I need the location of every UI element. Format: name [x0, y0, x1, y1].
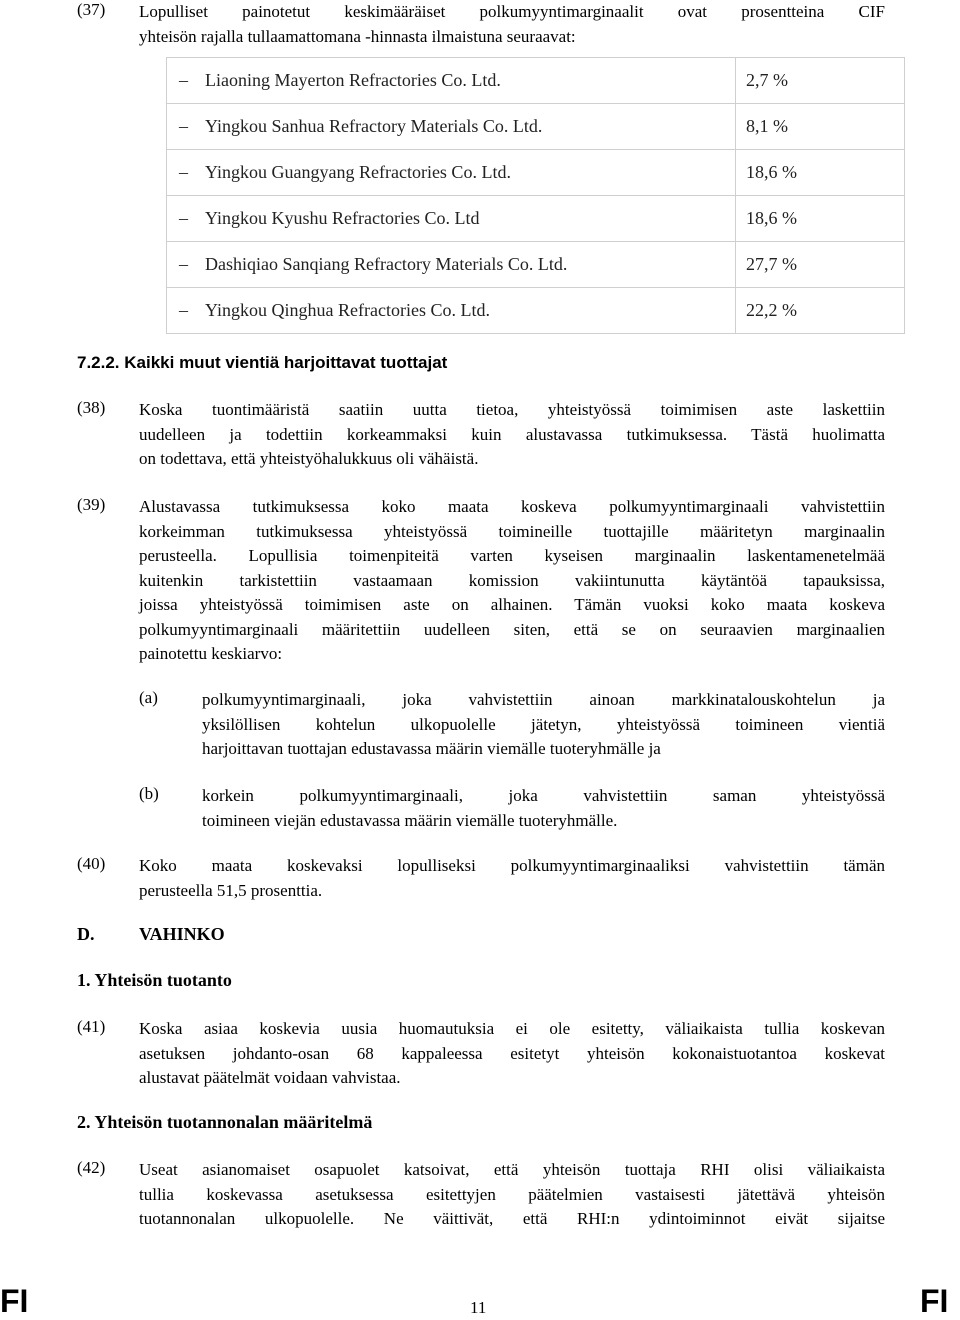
- table-row: [167, 58, 905, 104]
- footer-language-left: FI: [0, 1283, 29, 1319]
- company-cell: – Dashiqiao Sanqiang Refractory Materials Co. Ltd.: [167, 242, 736, 288]
- paragraph-37: [139, 0, 885, 49]
- section-heading: 7.2.2. Kaikki muut vientiä harjoittavat tuottajat: [77, 353, 448, 372]
- item-a: [202, 688, 885, 762]
- text-line: yksilöllisen kohtelun ulkopuolelle jätetyn, yhteistyössä toimineen vientiä: [202, 714, 885, 734]
- item-b: [202, 784, 885, 833]
- text-line: korkeimman tutkimuksessa yhteistyössä toimineille tuottajille määritetyn marginaalin: [139, 521, 885, 541]
- text-line: polkumyyntimarginaali, joka vahvistettiin ainoan markkinatalouskohtelun ja: [202, 690, 885, 709]
- text-line: tuotannonalan ulkopuolelle. Ne väittivät, että RHI:n ydintoiminnot eivät sijaitse: [139, 1209, 885, 1228]
- text-line: Alustavassa tutkimuksessa koko maata koskeva polkumyyntimarginaali vahvistettiin: [139, 497, 885, 516]
- paragraph-number: (38): [77, 398, 106, 417]
- text-line: Koska tuontimääristä saatiin uutta tietoa, yhteistyössä toimimisen aste laskettiin: [139, 400, 885, 419]
- text-line: polkumyyntimarginaali määritettiin uudelleen siten, että se on seuraavien marginaalien: [139, 619, 885, 639]
- paragraph-number: (39): [77, 495, 106, 514]
- table-row: [167, 150, 905, 196]
- text-line: korkein polkumyyntimarginaali, joka vahvistettiin saman yhteistyössä: [202, 786, 885, 805]
- table-row: [167, 196, 905, 242]
- text-line: harjoittavan tuottajan edustavassa määrin viemälle tuoteryhmälle ja: [202, 739, 661, 758]
- company-cell: – Yingkou Guangyang Refractories Co. Ltd.: [167, 150, 736, 196]
- text-line: alustavat päätelmät voidaan vahvistaa.: [139, 1068, 401, 1087]
- paragraph-number: (42): [77, 1158, 106, 1177]
- text-line: uudelleen ja todettiin korkeammaksi kuin alustavassa tutkimuksessa. Tästä huolimatta: [139, 424, 885, 444]
- text-line: painotettu keskiarvo:: [139, 644, 283, 663]
- company-cell: – Yingkou Sanhua Refractory Materials Co. Ltd.: [167, 104, 736, 150]
- paragraph-40: [139, 854, 885, 903]
- paragraph-42: [139, 1158, 885, 1232]
- text-line: perusteella 51,5 prosenttia.: [139, 880, 323, 900]
- page-number: 11: [470, 1298, 487, 1317]
- text-line: on todettava, että yhteistyöhalukkuus oli vähäistä.: [139, 449, 479, 468]
- table-row: [167, 288, 905, 334]
- paragraph-41: [139, 1017, 885, 1091]
- paragraph-number: (41): [77, 1017, 106, 1036]
- margin-cell: 18,6 %: [736, 150, 905, 196]
- margin-cell: 22,2 %: [736, 288, 905, 334]
- text-line: perusteella. Lopullisia toimenpiteitä varten kyseisen marginaalin laskentamenetelmää: [139, 546, 885, 565]
- text-line: Lopulliset painotetut keskimääräiset polkumyyntimarginaalit ovat prosentteina CIF: [139, 2, 885, 21]
- paragraph-38: [139, 398, 885, 472]
- paragraph-number: (40): [77, 854, 106, 873]
- section-letter: D.: [77, 924, 95, 944]
- table-row: [167, 242, 905, 288]
- item-label: (b): [139, 784, 159, 803]
- text-line: Koska asiaa koskevia uusia huomautuksia ei ole esitetty, väliaikaista tullia koskevan: [139, 1019, 885, 1038]
- margin-cell: 18,6 %: [736, 196, 905, 242]
- paragraph-39: [139, 495, 885, 667]
- subsection-heading: 2. Yhteisön tuotannonalan määritelmä: [77, 1112, 373, 1132]
- subsection-heading: 1. Yhteisön tuotanto: [77, 970, 232, 990]
- item-label: (a): [139, 688, 158, 707]
- table-row: [167, 104, 905, 150]
- text-line: yhteisön rajalla tullaamattomana -hinnasta ilmaistuna seuraavat:: [139, 26, 576, 46]
- margin-cell: 8,1 %: [736, 104, 905, 150]
- margin-cell: 27,7 %: [736, 242, 905, 288]
- company-cell: – Yingkou Kyushu Refractories Co. Ltd: [167, 196, 736, 242]
- text-line: Koko maata koskevaksi lopulliseksi polkumyyntimarginaaliksi vahvistettiin tämän: [139, 856, 885, 875]
- text-line: kuitenkin tarkistettiin vastaamaan komission vakiintunutta käytäntöä tapauksissa,: [139, 570, 885, 590]
- margin-table: [166, 57, 905, 334]
- margin-cell: 2,7 %: [736, 58, 905, 104]
- text-line: toimineen viejän edustavassa määrin viemälle tuoteryhmälle.: [202, 810, 618, 830]
- text-line: tullia koskevassa asetuksessa esitettyjen päätelmien vastaisesti jätettävä yhteisön: [139, 1184, 885, 1204]
- text-line: Useat asianomaiset osapuolet katsoivat, että yhteisön tuottaja RHI olisi väliaikaista: [139, 1160, 885, 1179]
- company-cell: – Liaoning Mayerton Refractories Co. Ltd.: [167, 58, 736, 104]
- paragraph-number: (37): [77, 0, 106, 19]
- footer-language-right: FI: [920, 1283, 949, 1319]
- text-line: asetuksen johdanto-osan 68 kappaleessa esitetyt yhteisön kokonaistuotantoa koskevat: [139, 1043, 885, 1063]
- company-cell: – Yingkou Qinghua Refractories Co. Ltd.: [167, 288, 736, 334]
- text-line: joissa yhteistyössä toimimisen aste on alhainen. Tämän vuoksi koko maata koskeva: [139, 595, 885, 614]
- section-title: VAHINKO: [139, 924, 225, 944]
